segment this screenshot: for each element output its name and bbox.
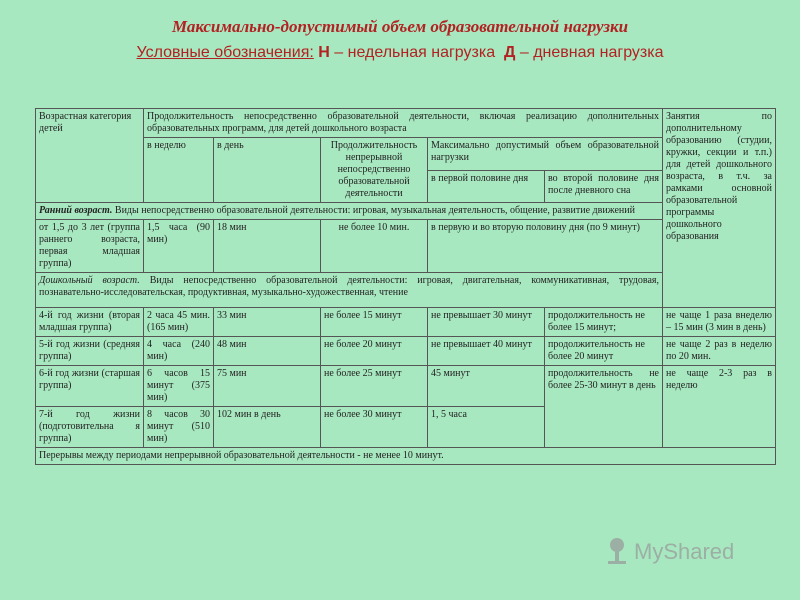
row-age: 7-й год жизни (подготовительна я группа) bbox=[36, 407, 144, 448]
row-first-half: 45 минут bbox=[428, 366, 545, 407]
section-preschool-text: Виды непосредственно образовательной деятельности: игровая, двигательная, коммуникативная, трудовая, познавательно-исследовательская, продуктивная, музыкально-художественная, чтение bbox=[39, 275, 659, 298]
row-age: 4-й год жизни (вторая младшая группа) bbox=[36, 308, 144, 337]
section-preschool-label: Дошкольный возраст. bbox=[39, 275, 140, 286]
row-week: 2 часа 45 мин. (165 мин) bbox=[144, 308, 214, 337]
row-day: 75 мин bbox=[214, 366, 321, 407]
table-row bbox=[36, 337, 776, 366]
legend bbox=[0, 44, 800, 62]
table-row bbox=[36, 366, 776, 407]
section-early-age bbox=[36, 203, 663, 220]
row-early-continuous: не более 10 мин. bbox=[321, 220, 428, 273]
row-day: 102 мин в день bbox=[214, 407, 321, 448]
row-first-half: 1, 5 часа bbox=[428, 407, 545, 448]
row-early-age: от 1,5 до 3 лет (группа раннего возраста, первая младшая группа) bbox=[36, 220, 144, 273]
row-age: 6-й год жизни (старшая группа) bbox=[36, 366, 144, 407]
legend-d-text: – дневная нагрузка bbox=[519, 44, 664, 61]
row-continuous: не более 15 минут bbox=[321, 308, 428, 337]
row-early-day: 18 мин bbox=[214, 220, 321, 273]
header-per-day: в день bbox=[214, 138, 321, 203]
tree-person-icon bbox=[604, 537, 630, 567]
page-title: Максимально-допустимый объем образовательной нагрузки bbox=[171, 17, 629, 36]
row-second-half: продолжительность не более 20 минут bbox=[545, 337, 663, 366]
header-continuous-duration: Продолжительность непрерывной непосредственно образовательной деятельности bbox=[321, 138, 428, 203]
row-continuous: не более 30 минут bbox=[321, 407, 428, 448]
section-preschool-age bbox=[36, 273, 663, 308]
row-second-half: продолжительность не более 25-30 минут в день bbox=[545, 366, 663, 448]
header-age-category: Возрастная категория детей bbox=[36, 109, 144, 203]
row-extra: не чаще 2-3 раз в неделю bbox=[663, 366, 776, 448]
row-first-half: не превышает 40 минут bbox=[428, 337, 545, 366]
header-duration-group: Продолжительность непосредственно образовательной деятельности, включая реализацию дополнительных образовательных программ, для детей дошкольного возраста bbox=[144, 109, 663, 138]
load-table bbox=[35, 108, 776, 465]
section-early-label: Ранний возраст. bbox=[39, 205, 113, 216]
header-second-half: во второй половине дня после дневного сна bbox=[545, 170, 663, 203]
legend-d-letter: Д bbox=[504, 44, 516, 61]
legend-label: Условные обозначения: bbox=[136, 44, 314, 61]
row-week: 8 часов 30 минут (510 мин) bbox=[144, 407, 214, 448]
header-max-load: Максимально допустимый объем образовательной нагрузки bbox=[428, 138, 663, 171]
section-early-text: Виды непосредственно образовательной деятельности: игровая, музыкальная деятельность, общение, развитие движений bbox=[112, 205, 635, 216]
header-extra-classes: Занятия по дополнительному образованию (студии, кружки, секции и т.п.) для детей дошкольного возраста, в т.ч. за рамками основной образовательной программы дошкольного образования bbox=[663, 109, 776, 308]
legend-h-letter: Н bbox=[318, 44, 330, 61]
header-first-half: в первой половине дня bbox=[428, 170, 545, 203]
row-continuous: не более 25 минут bbox=[321, 366, 428, 407]
row-day: 48 мин bbox=[214, 337, 321, 366]
legend-h-text: – недельная нагрузка bbox=[334, 44, 496, 61]
row-early-week: 1,5 часа (90 мин) bbox=[144, 220, 214, 273]
row-continuous: не более 20 минут bbox=[321, 337, 428, 366]
row-week: 6 часов 15 минут (375 мин) bbox=[144, 366, 214, 407]
table-row bbox=[36, 308, 776, 337]
row-week: 4 часа (240 мин) bbox=[144, 337, 214, 366]
watermark bbox=[604, 537, 734, 567]
row-second-half: продолжительность не более 15 минут; bbox=[545, 308, 663, 337]
row-day: 33 мин bbox=[214, 308, 321, 337]
footer-note: Перерывы между периодами непрерывной образовательной деятельности - не менее 10 минут. bbox=[36, 448, 776, 465]
row-age: 5-й год жизни (средняя группа) bbox=[36, 337, 144, 366]
row-extra: не чаще 1 раза внеделю – 15 мин (3 мин в день) bbox=[663, 308, 776, 337]
row-extra: не чаще 2 раз в неделю по 20 мин. bbox=[663, 337, 776, 366]
row-early-halves: в первую и во вторую половину дня (по 9 минут) bbox=[428, 220, 663, 273]
row-first-half: не превышает 30 минут bbox=[428, 308, 545, 337]
watermark-text: MyShared bbox=[634, 539, 735, 564]
header-per-week: в неделю bbox=[144, 138, 214, 203]
